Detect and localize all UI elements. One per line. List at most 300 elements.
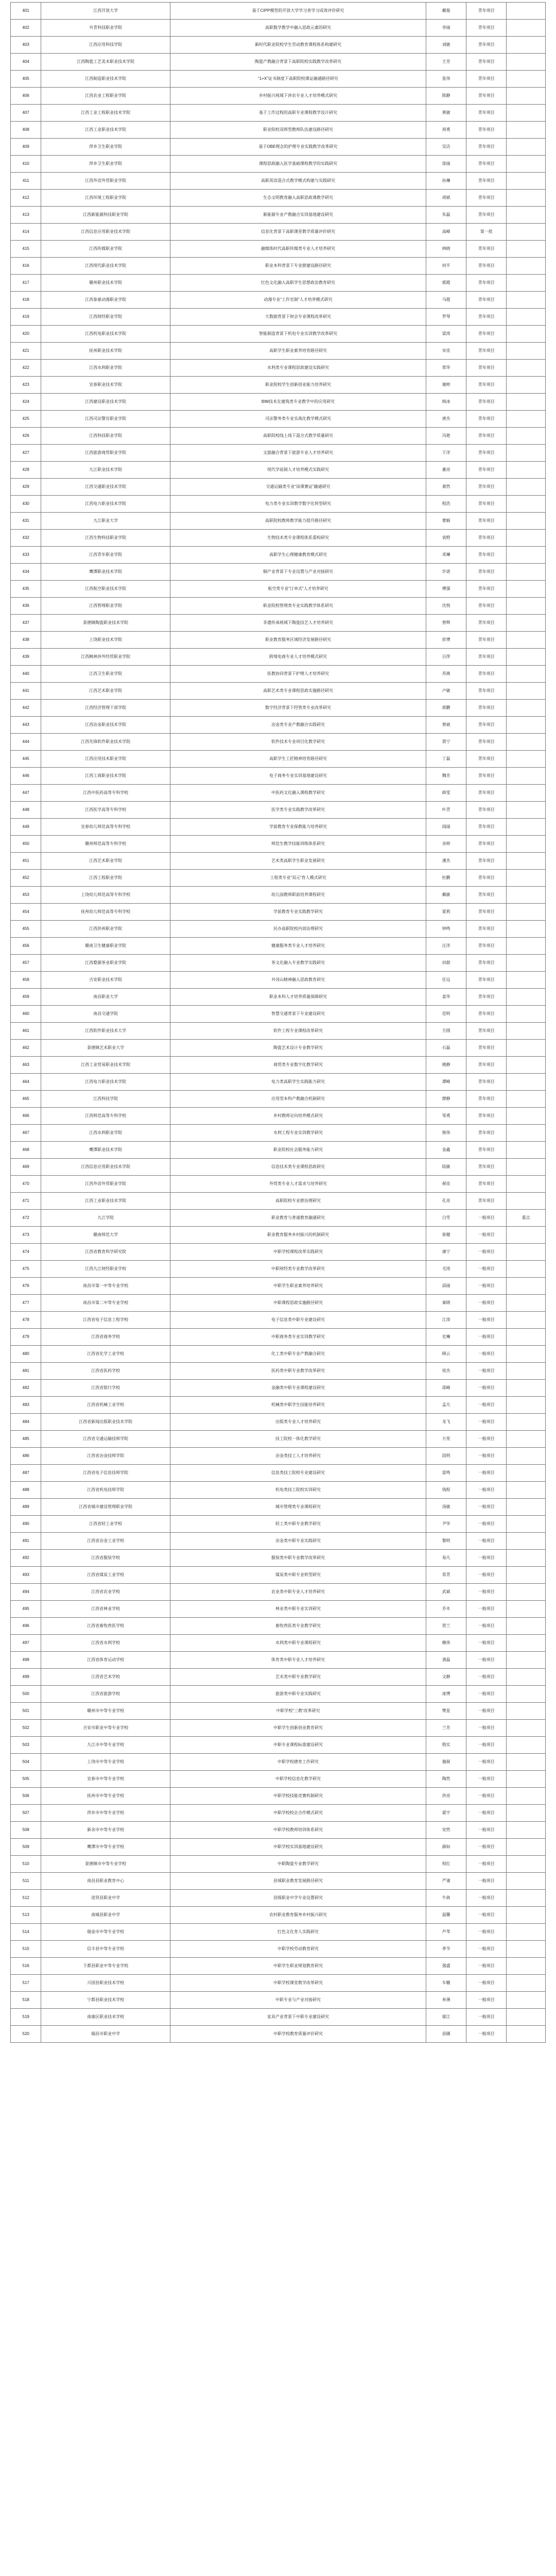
- table-row: [11, 768, 546, 785]
- project-title: 水利工程专业实训教学研究: [170, 1125, 426, 1142]
- project-category: 一般项目: [466, 1754, 507, 1771]
- project-title: 中职陶瓷专业教学研究: [170, 1856, 426, 1873]
- school-name: 宜春幼儿师范高等专科学校: [41, 819, 170, 836]
- project-category: 一般项目: [466, 1482, 507, 1499]
- row-number: 475: [11, 1261, 41, 1278]
- project-leader: 冯艳: [426, 428, 466, 445]
- project-title: BIM技术在建筑类专业教学中的应用研究: [170, 394, 426, 411]
- table-row: [11, 1397, 546, 1414]
- project-leader: 范明: [426, 1006, 466, 1023]
- school-name: 江西现代职业技术学院: [41, 258, 170, 275]
- school-name: 江西省化学工业学校: [41, 1346, 170, 1363]
- project-category: 一般项目: [466, 1686, 507, 1703]
- project-remark: [507, 1516, 546, 1533]
- project-title: 信息化背景下高职课堂教学质量评价研究: [170, 224, 426, 241]
- project-leader: 邱丽: [426, 1278, 466, 1295]
- project-title: 中职学校德育工作研究: [170, 1754, 426, 1771]
- table-row: [11, 1006, 546, 1023]
- row-number: 467: [11, 1125, 41, 1142]
- table-row: [11, 904, 546, 921]
- row-number: 473: [11, 1227, 41, 1244]
- table-row: [11, 1108, 546, 1125]
- school-name: 江西外语外贸职业学院: [41, 1176, 170, 1193]
- school-name: 江西工业贸易职业技术学院: [41, 1057, 170, 1074]
- table-row: [11, 1788, 546, 1805]
- table-row: [11, 20, 546, 37]
- table-row: [11, 972, 546, 989]
- project-remark: [507, 683, 546, 700]
- project-leader: 戴俊: [426, 3, 466, 20]
- project-category: 青年项目: [466, 122, 507, 139]
- table-row: [11, 309, 546, 326]
- project-category: 一般项目: [466, 1329, 507, 1346]
- project-category: 青年项目: [466, 632, 507, 649]
- school-name: 南昌职业大学: [41, 989, 170, 1006]
- table-row: [11, 1720, 546, 1737]
- school-name: 江西工业职业技术学院: [41, 122, 170, 139]
- project-leader: 颜如: [426, 1839, 466, 1856]
- project-leader: 蔡斌: [426, 717, 466, 734]
- table-row: [11, 1244, 546, 1261]
- table-row: [11, 1363, 546, 1380]
- project-leader: 吕萍: [426, 649, 466, 666]
- project-remark: [507, 836, 546, 853]
- school-name: 江西先锋软件职业技术学院: [41, 734, 170, 751]
- row-number: 500: [11, 1686, 41, 1703]
- project-title: 茶文化融入专业教学实践研究: [170, 955, 426, 972]
- school-name: 景德镇市中等专业学校: [41, 1856, 170, 1873]
- project-title: 职业院校管理类专业实践教学体系研究: [170, 598, 426, 615]
- project-remark: [507, 785, 546, 802]
- school-name: 江西省煤炭工业学校: [41, 1567, 170, 1584]
- row-number: 462: [11, 1040, 41, 1057]
- school-name: 江西机电职业技术学院: [41, 326, 170, 343]
- table-row: [11, 1516, 546, 1533]
- project-category: 青年项目: [466, 836, 507, 853]
- project-remark: [507, 649, 546, 666]
- school-name: 江西信息应用职业技术学院: [41, 224, 170, 241]
- project-title: 林业类中职专业实训研究: [170, 1601, 426, 1618]
- project-title: 服装类中职专业教学改革研究: [170, 1550, 426, 1567]
- table-row: [11, 666, 546, 683]
- project-leader: 倪红: [426, 1856, 466, 1873]
- row-number: 432: [11, 530, 41, 547]
- project-title: 幼儿园教师职前培养课程研究: [170, 887, 426, 904]
- project-leader: 唐杰: [426, 411, 466, 428]
- table-row: [11, 1346, 546, 1363]
- project-leader: 翟宇: [426, 1805, 466, 1822]
- project-remark: [507, 1720, 546, 1737]
- school-name: 南昌市第二中等专业学校: [41, 1295, 170, 1312]
- project-category: 一般项目: [466, 1414, 507, 1431]
- project-title: 职业院校社会服务能力研究: [170, 1142, 426, 1159]
- row-number: 508: [11, 1822, 41, 1839]
- row-number: 403: [11, 37, 41, 54]
- project-title: 冶金类技工人才培养研究: [170, 1448, 426, 1465]
- project-category: 一般项目: [466, 1669, 507, 1686]
- project-title: 煤炭类中职专业转型研究: [170, 1567, 426, 1584]
- project-title: 中职学校教师培训体系研究: [170, 1822, 426, 1839]
- table-row: [11, 1142, 546, 1159]
- project-title: 高职院校线上线下混合式教学质量研究: [170, 428, 426, 445]
- row-number: 511: [11, 1873, 41, 1890]
- project-remark: [507, 1176, 546, 1193]
- row-number: 465: [11, 1091, 41, 1108]
- row-number: 460: [11, 1006, 41, 1023]
- project-title: 新能源专业产教融合实训基地建设研究: [170, 207, 426, 224]
- project-title: 医药类中职专业教学改革研究: [170, 1363, 426, 1380]
- project-remark: [507, 275, 546, 292]
- project-remark: [507, 598, 546, 615]
- row-number: 506: [11, 1788, 41, 1805]
- table-row: [11, 1839, 546, 1856]
- row-number: 425: [11, 411, 41, 428]
- table-row: [11, 1771, 546, 1788]
- project-category: 一般项目: [466, 1465, 507, 1482]
- table-row: [11, 564, 546, 581]
- project-title: 职业本科背景下专业群建设路径研究: [170, 258, 426, 275]
- project-leader: 郭霞: [426, 275, 466, 292]
- project-leader: 毛涛: [426, 1261, 466, 1278]
- school-name: 江西婺源茶业职业学院: [41, 955, 170, 972]
- row-number: 510: [11, 1856, 41, 1873]
- project-title: 出版类专业人才培养研究: [170, 1414, 426, 1431]
- project-leader: 雷鸣: [426, 1465, 466, 1482]
- project-category: 一般项目: [466, 1839, 507, 1856]
- project-category: 青年项目: [466, 768, 507, 785]
- row-number: 503: [11, 1737, 41, 1754]
- project-title: 医教协同背景下护理人才培养研究: [170, 666, 426, 683]
- school-name: 江西医学高等专科学校: [41, 802, 170, 819]
- project-category: 青年项目: [466, 326, 507, 343]
- table-row: [11, 955, 546, 972]
- table-row: [11, 921, 546, 938]
- project-remark: [507, 258, 546, 275]
- project-remark: [507, 326, 546, 343]
- project-title: 工程类专业“双元”育人模式研究: [170, 870, 426, 887]
- project-remark: [507, 734, 546, 751]
- project-category: 青年项目: [466, 20, 507, 37]
- project-title: 水利类专业课程思政建设实践研究: [170, 360, 426, 377]
- project-title: 轻工类中职专业教学研究: [170, 1516, 426, 1533]
- row-number: 404: [11, 54, 41, 71]
- school-name: 江西省新闻出版职业技术学院: [41, 1414, 170, 1431]
- project-leader: 朱磊: [426, 207, 466, 224]
- project-leader: 万里: [426, 1431, 466, 1448]
- project-category: 青年项目: [466, 275, 507, 292]
- project-leader: 董亮: [426, 462, 466, 479]
- project-title: 中职学校课堂教学改革研究: [170, 1975, 426, 1992]
- project-leader: 崔健: [426, 1227, 466, 1244]
- project-category: 青年项目: [466, 1125, 507, 1142]
- table-row: [11, 411, 546, 428]
- project-category: 青年项目: [466, 717, 507, 734]
- table-row: [11, 1669, 546, 1686]
- project-category: 青年项目: [466, 54, 507, 71]
- project-leader: 梁涛: [426, 326, 466, 343]
- project-category: 青年项目: [466, 853, 507, 870]
- project-leader: 龙飞: [426, 1414, 466, 1431]
- project-category: 青年项目: [466, 496, 507, 513]
- project-leader: 张伟: [426, 71, 466, 88]
- row-number: 413: [11, 207, 41, 224]
- project-remark: [507, 1125, 546, 1142]
- row-number: 474: [11, 1244, 41, 1261]
- project-remark: [507, 156, 546, 173]
- project-remark: [507, 666, 546, 683]
- table-row: [11, 445, 546, 462]
- project-title: 中职学生职业素养培养研究: [170, 1278, 426, 1295]
- school-name: 抚州幼儿师范高等专科学校: [41, 904, 170, 921]
- school-name: 江西省林业学校: [41, 1601, 170, 1618]
- project-title: 高职数学教学中融入思政元素的研究: [170, 20, 426, 37]
- project-title: 乡村振兴视域下涉农专业人才培养模式研究: [170, 88, 426, 105]
- project-title: 中职学生职业规划教育研究: [170, 1958, 426, 1975]
- table-row: [11, 428, 546, 445]
- table-row: [11, 513, 546, 530]
- project-leader: 邹勇: [426, 1108, 466, 1125]
- project-remark: [507, 377, 546, 394]
- school-name: 江西水利职业学院: [41, 360, 170, 377]
- project-category: 青年项目: [466, 71, 507, 88]
- row-number: 421: [11, 343, 41, 360]
- project-category: 青年项目: [466, 343, 507, 360]
- project-leader: 车辙: [426, 1975, 466, 1992]
- row-number: 501: [11, 1703, 41, 1720]
- project-remark: [507, 1788, 546, 1805]
- project-remark: [507, 1091, 546, 1108]
- row-number: 409: [11, 139, 41, 156]
- project-remark: [507, 1159, 546, 1176]
- project-leader: 姚静: [426, 1057, 466, 1074]
- table-row: [11, 683, 546, 700]
- school-name: 江西电力职业技术学院: [41, 1074, 170, 1091]
- project-remark: 重点: [507, 1210, 546, 1227]
- table-row: [11, 1873, 546, 1890]
- project-leader: 石磊: [426, 1040, 466, 1057]
- project-category: 青年项目: [466, 88, 507, 105]
- project-remark: [507, 71, 546, 88]
- project-leader: 戴敏: [426, 887, 466, 904]
- school-name: 江西师范高等专科学校: [41, 1108, 170, 1125]
- project-title: 艺术类高职学生职业发展研究: [170, 853, 426, 870]
- project-category: 青年项目: [466, 173, 507, 190]
- row-number: 505: [11, 1771, 41, 1788]
- row-number: 491: [11, 1533, 41, 1550]
- project-remark: [507, 1227, 546, 1244]
- project-title: 高职院校专业群治理研究: [170, 1193, 426, 1210]
- project-remark: [507, 462, 546, 479]
- project-remark: [507, 1822, 546, 1839]
- project-leader: 袁野: [426, 530, 466, 547]
- table-row: [11, 938, 546, 955]
- project-title: 农村职业教育服务乡村振兴研究: [170, 1907, 426, 1924]
- school-name: 江西旅游商贸职业学院: [41, 445, 170, 462]
- project-title: 基于CIPP模型的开放大学学习者学习成效评价研究: [170, 3, 426, 20]
- school-name: 江西生物科技职业学院: [41, 530, 170, 547]
- project-remark: [507, 1941, 546, 1958]
- row-number: 416: [11, 258, 41, 275]
- row-number: 430: [11, 496, 41, 513]
- school-name: 上饶市中等专业学校: [41, 1754, 170, 1771]
- project-category: 青年项目: [466, 802, 507, 819]
- school-name: 萍乡市中等专业学校: [41, 1805, 170, 1822]
- project-leader: 季节: [426, 1941, 466, 1958]
- project-title: 冶金类专业产教融合实践研究: [170, 717, 426, 734]
- row-number: 447: [11, 785, 41, 802]
- project-remark: [507, 972, 546, 989]
- project-leader: 邬江: [426, 2009, 466, 2026]
- project-leader: 钱程: [426, 1482, 466, 1499]
- project-title: 中医药文化融入课程教学研究: [170, 785, 426, 802]
- project-title: 畜牧兽医类专业教学研究: [170, 1618, 426, 1635]
- project-leader: 单薄: [426, 1992, 466, 2009]
- project-remark: [507, 1856, 546, 1873]
- project-title: 融媒体时代高职传媒类专业人才培养研究: [170, 241, 426, 258]
- project-category: 一般项目: [466, 1941, 507, 1958]
- table-row: [11, 224, 546, 241]
- project-remark: [507, 1006, 546, 1023]
- table-row: [11, 802, 546, 819]
- project-remark: [507, 1839, 546, 1856]
- project-category: 一般项目: [466, 2009, 507, 2026]
- project-remark: [507, 122, 546, 139]
- row-number: 444: [11, 734, 41, 751]
- project-title: 城市管理类专业课程研究: [170, 1499, 426, 1516]
- project-category: 青年项目: [466, 1108, 507, 1125]
- project-remark: [507, 1618, 546, 1635]
- project-title: 外贸类专业人才需求与培养研究: [170, 1176, 426, 1193]
- row-number: 504: [11, 1754, 41, 1771]
- school-name: 江西建设职业技术学院: [41, 394, 170, 411]
- project-category: 青年项目: [466, 292, 507, 309]
- row-number: 442: [11, 700, 41, 717]
- project-category: 一般项目: [466, 1278, 507, 1295]
- school-name: 南城县职业中学: [41, 1907, 170, 1924]
- project-remark: [507, 1550, 546, 1567]
- project-title: 高职学生心理健康教育模式研究: [170, 547, 426, 564]
- table-row: [11, 1584, 546, 1601]
- project-category: 一般项目: [466, 1363, 507, 1380]
- school-name: 九江学院: [41, 1210, 170, 1227]
- school-name: 江西环境工程职业学院: [41, 190, 170, 207]
- table-row: [11, 1125, 546, 1142]
- project-remark: [507, 292, 546, 309]
- project-leader: 高峰: [426, 224, 466, 241]
- project-title: 县域职业教育发展路径研究: [170, 1873, 426, 1890]
- project-leader: 卢敏: [426, 683, 466, 700]
- project-remark: [507, 921, 546, 938]
- project-leader: 贺兰: [426, 1618, 466, 1635]
- row-number: 414: [11, 224, 41, 241]
- row-number: 406: [11, 88, 41, 105]
- row-number: 516: [11, 1958, 41, 1975]
- project-remark: [507, 1363, 546, 1380]
- school-name: 赣南卫生健康职业学院: [41, 938, 170, 955]
- school-name: 江西枫林涉外经贸职业学院: [41, 649, 170, 666]
- project-remark: [507, 581, 546, 598]
- school-name: 江西省机电技师学院: [41, 1482, 170, 1499]
- school-name: 赣州职业技术学院: [41, 275, 170, 292]
- school-name: 江西艺术职业学院: [41, 683, 170, 700]
- project-category: 一般项目: [466, 1380, 507, 1397]
- school-name: 南昌市第一中等专业学校: [41, 1278, 170, 1295]
- table-row: [11, 717, 546, 734]
- project-leader: 邵峰: [426, 1380, 466, 1397]
- table-row: [11, 343, 546, 360]
- table-row: [11, 496, 546, 513]
- school-name: 江西省电子信息技师学院: [41, 1465, 170, 1482]
- school-name: 江西工程职业学院: [41, 870, 170, 887]
- row-number: 443: [11, 717, 41, 734]
- school-name: 上饶职业技术学院: [41, 632, 170, 649]
- project-leader: 王芳: [426, 54, 466, 71]
- table-row: [11, 1193, 546, 1210]
- row-number: 405: [11, 71, 41, 88]
- project-leader: 黄敏: [426, 105, 466, 122]
- row-number: 428: [11, 462, 41, 479]
- row-number: 481: [11, 1363, 41, 1380]
- school-name: 江西工商职业技术学院: [41, 768, 170, 785]
- project-remark: [507, 1397, 546, 1414]
- project-leader: 徐丽: [426, 156, 466, 173]
- table-row: [11, 1091, 546, 1108]
- project-remark: [507, 1975, 546, 1992]
- project-title: 电子信息类中职专业建设研究: [170, 1312, 426, 1329]
- row-number: 420: [11, 326, 41, 343]
- project-title: 机电类技工院校实训研究: [170, 1482, 426, 1499]
- project-remark: [507, 1992, 546, 2009]
- row-number: 471: [11, 1193, 41, 1210]
- table-row: [11, 547, 546, 564]
- project-title: 陶瓷艺术设计专业教学研究: [170, 1040, 426, 1057]
- row-number: 440: [11, 666, 41, 683]
- table-row: [11, 1652, 546, 1669]
- project-category: 一般项目: [466, 1703, 507, 1720]
- project-leader: 丁磊: [426, 751, 466, 768]
- project-leader: 曹颖: [426, 513, 466, 530]
- table-row: [11, 1567, 546, 1584]
- row-number: 469: [11, 1159, 41, 1176]
- project-leader: 孔亮: [426, 1193, 466, 1210]
- school-name: 江西卫生职业学院: [41, 666, 170, 683]
- school-name: 赣州市中等专业学校: [41, 1703, 170, 1720]
- project-title: 农业类中职专业人才培养研究: [170, 1584, 426, 1601]
- project-title: 旅游类中职专业实践研究: [170, 1686, 426, 1703]
- row-number: 495: [11, 1601, 41, 1618]
- row-number: 441: [11, 683, 41, 700]
- project-remark: [507, 1244, 546, 1261]
- project-category: 一般项目: [466, 1516, 507, 1533]
- project-category: 青年项目: [466, 309, 507, 326]
- project-remark: [507, 2026, 546, 2043]
- school-name: 九江市中等专业学校: [41, 1737, 170, 1754]
- table-row: [11, 1295, 546, 1312]
- project-category: 青年项目: [466, 1074, 507, 1091]
- project-category: 青年项目: [466, 700, 507, 717]
- project-category: 一般项目: [466, 1635, 507, 1652]
- row-number: 435: [11, 581, 41, 598]
- project-category: 青年项目: [466, 1142, 507, 1159]
- project-category: 青年项目: [466, 955, 507, 972]
- school-name: 江西洪州职业学院: [41, 921, 170, 938]
- project-category: 一般项目: [466, 1890, 507, 1907]
- row-number: 479: [11, 1329, 41, 1346]
- row-number: 509: [11, 1839, 41, 1856]
- school-name: 鹰潭职业技术学院: [41, 1142, 170, 1159]
- project-remark: [507, 20, 546, 37]
- table-row: [11, 1856, 546, 1873]
